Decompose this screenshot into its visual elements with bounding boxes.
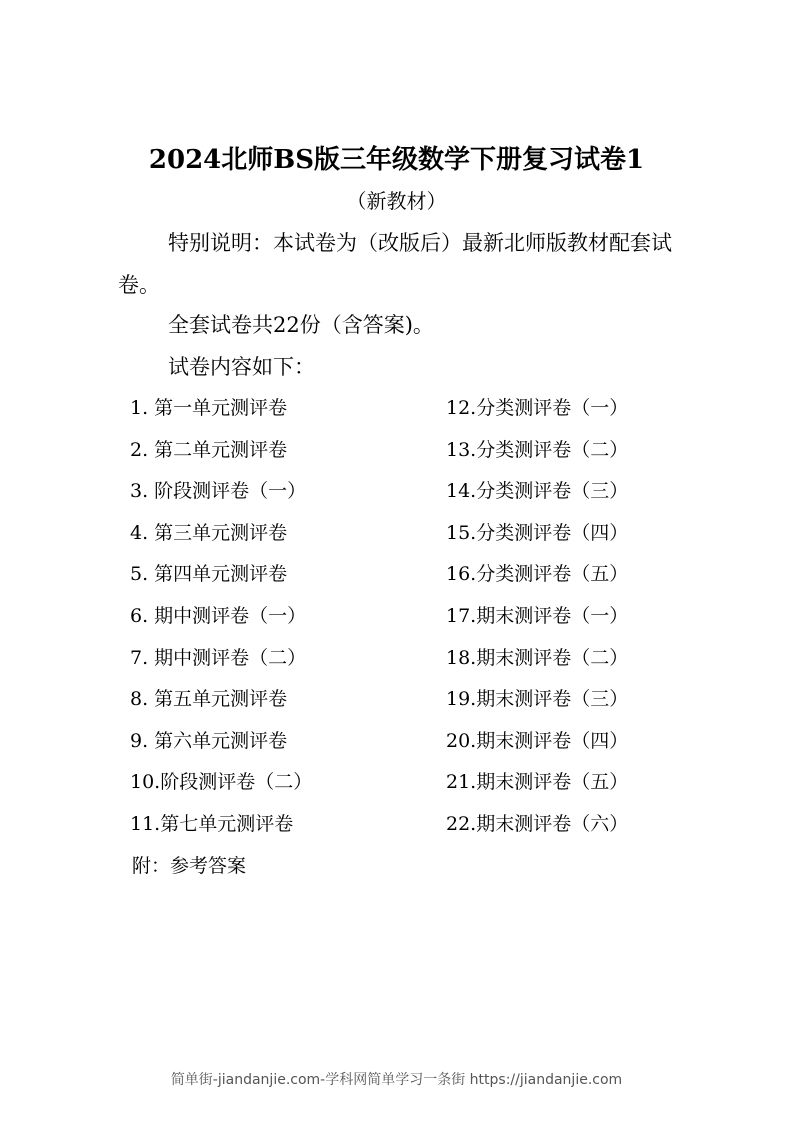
site-footer: 简单街-jiandanjie.com-学科网简单学习一条街 https://jiandanjie.com bbox=[170, 1072, 623, 1088]
toc-row bbox=[0, 600, 793, 632]
toc-item: 10.阶段测评卷（二） bbox=[130, 771, 313, 793]
toc-item: 12.分类测评卷（一） bbox=[446, 397, 629, 419]
toc-item: 11.第七单元测评卷 bbox=[130, 813, 294, 835]
toc-item: 2. 第二单元测评卷 bbox=[130, 439, 288, 461]
document-title: 2024北师BS版三年级数学下册复习试卷1 bbox=[148, 145, 645, 175]
toc-row bbox=[0, 392, 793, 424]
toc-item: 1. 第一单元测评卷 bbox=[130, 397, 288, 419]
contents-heading: 试卷内容如下： bbox=[168, 355, 315, 379]
appendix-note: 附：参考答案 bbox=[132, 855, 247, 877]
toc-item: 14.分类测评卷（三） bbox=[446, 480, 629, 502]
toc-item: 18.期末测评卷（二） bbox=[446, 647, 629, 669]
count-line: 全套试卷共22份（含答案)。 bbox=[168, 313, 434, 337]
toc-row bbox=[0, 766, 793, 798]
toc-item: 21.期末测评卷（五） bbox=[446, 771, 629, 793]
toc-item: 17.期末测评卷（一） bbox=[446, 605, 629, 627]
toc-item: 13.分类测评卷（二） bbox=[446, 439, 629, 461]
toc-row bbox=[0, 808, 793, 840]
toc-item: 6. 期中测评卷（一） bbox=[130, 605, 307, 627]
toc-row bbox=[0, 517, 793, 549]
toc-item: 15.分类测评卷（四） bbox=[446, 522, 629, 544]
toc-item: 20.期末测评卷（四） bbox=[446, 730, 629, 752]
toc-item: 16.分类测评卷（五） bbox=[446, 563, 629, 585]
toc-row bbox=[0, 642, 793, 674]
toc-row bbox=[0, 434, 793, 466]
toc-item: 8. 第五单元测评卷 bbox=[130, 688, 288, 710]
toc-item: 7. 期中测评卷（二） bbox=[130, 647, 307, 669]
toc-item: 9. 第六单元测评卷 bbox=[130, 730, 288, 752]
toc-row bbox=[0, 475, 793, 507]
toc-item: 5. 第四单元测评卷 bbox=[130, 563, 288, 585]
toc-row bbox=[0, 558, 793, 590]
document-subtitle: （新教材） bbox=[346, 189, 447, 213]
toc-item: 19.期末测评卷（三） bbox=[446, 688, 629, 710]
toc-row bbox=[0, 683, 793, 715]
special-note: 特别说明：本试卷为（改版后）最新北师版教材配套试卷。 bbox=[118, 231, 672, 297]
toc-item: 3. 阶段测评卷（一） bbox=[130, 480, 307, 502]
toc-item: 22.期末测评卷（六） bbox=[446, 813, 629, 835]
toc-item: 4. 第三单元测评卷 bbox=[130, 522, 288, 544]
toc-row bbox=[0, 725, 793, 757]
